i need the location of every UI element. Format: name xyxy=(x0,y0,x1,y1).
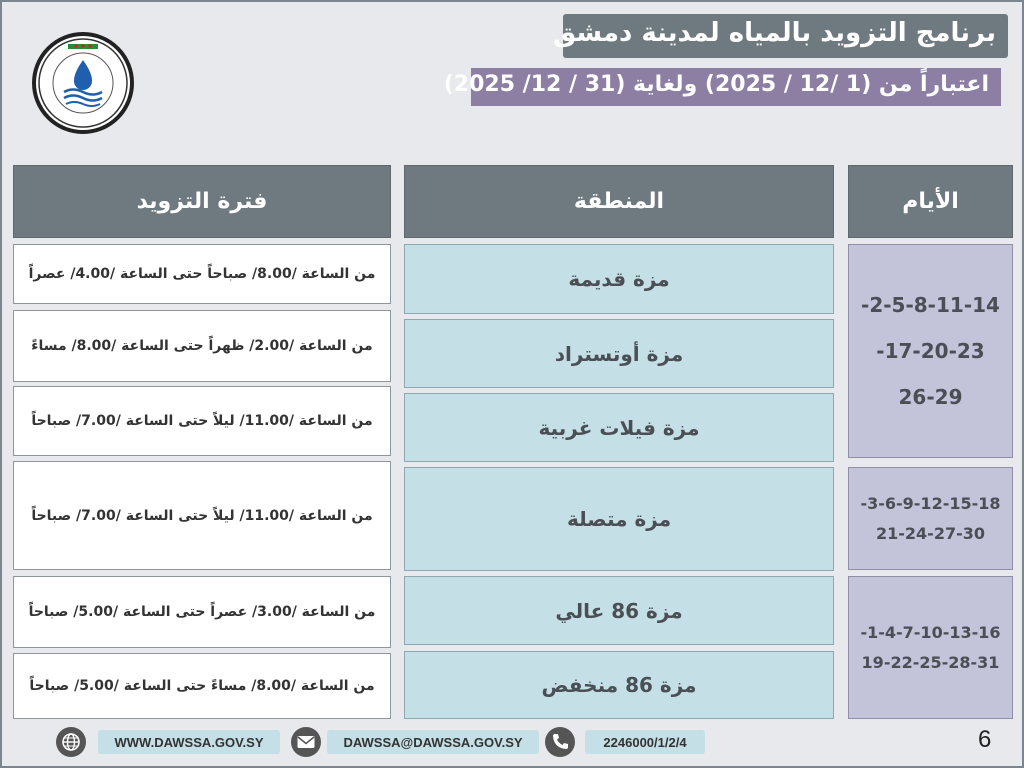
days-line: -17-20-23 xyxy=(876,339,985,363)
zone-cell: مزة متصلة xyxy=(404,467,834,571)
days-line: 21-24-27-30 xyxy=(876,523,985,543)
period-cell: من الساعة /11.00/ ليلاً حتى الساعة /7.00/ صباحاً xyxy=(13,386,391,456)
days-line: 19-22-25-28-31 xyxy=(861,652,1000,672)
email-link[interactable]: DAWSSA@DAWSSA.GOV.SY xyxy=(327,730,539,754)
page-number: 6 xyxy=(978,726,992,753)
zone-cell: مزة 86 عالي xyxy=(404,576,834,645)
days-line: -2-5-8-11-14 xyxy=(861,293,1000,317)
phone-icon xyxy=(545,727,575,757)
page-title: برنامج التزويد بالمياه لمدينة دمشق xyxy=(563,14,1008,58)
days-group-1 xyxy=(848,244,1013,458)
period-cell: من الساعة /8.00/ مساءً حتى الساعة /5.00/ صباحاً xyxy=(13,653,391,719)
period-cell: من الساعة /11.00/ ليلاً حتى الساعة /7.00/ صباحاً xyxy=(13,461,391,570)
period-cell: من الساعة /8.00/ صباحاً حتى الساعة /4.00/ عصراً xyxy=(13,244,391,304)
zone-column-header: المنطقة xyxy=(404,165,834,238)
period-column-header: فترة التزويد xyxy=(13,165,391,238)
period-cell: من الساعة /3.00/ عصراً حتى الساعة /5.00/ صباحاً xyxy=(13,576,391,648)
zone-cell: مزة فيلات غربية xyxy=(404,393,834,462)
website-link[interactable]: WWW.DAWSSA.GOV.SY xyxy=(98,730,280,754)
mail-icon xyxy=(291,727,321,757)
days-group-3 xyxy=(848,576,1013,719)
date-range-subtitle: اعتباراً من (1 /12 / 2025) ولغاية (31 / 12/ 2025) xyxy=(471,68,1001,106)
days-line: -1-4-7-10-13-16 xyxy=(860,622,1001,642)
days-column-header: الأيام xyxy=(848,165,1013,238)
zone-cell: مزة قديمة xyxy=(404,244,834,314)
days-line: -3-6-9-12-15-18 xyxy=(860,493,1001,513)
water-drop-logo-icon xyxy=(32,32,134,134)
days-group-2 xyxy=(848,467,1013,570)
days-line: 26-29 xyxy=(898,385,963,409)
phone-number[interactable]: 2246000/1/2/4 xyxy=(585,730,705,754)
globe-icon xyxy=(56,727,86,757)
period-cell: من الساعة /2.00/ ظهراً حتى الساعة /8.00/ مساءً xyxy=(13,310,391,382)
zone-cell: مزة 86 منخفض xyxy=(404,651,834,719)
zone-cell: مزة أوتستراد xyxy=(404,319,834,388)
